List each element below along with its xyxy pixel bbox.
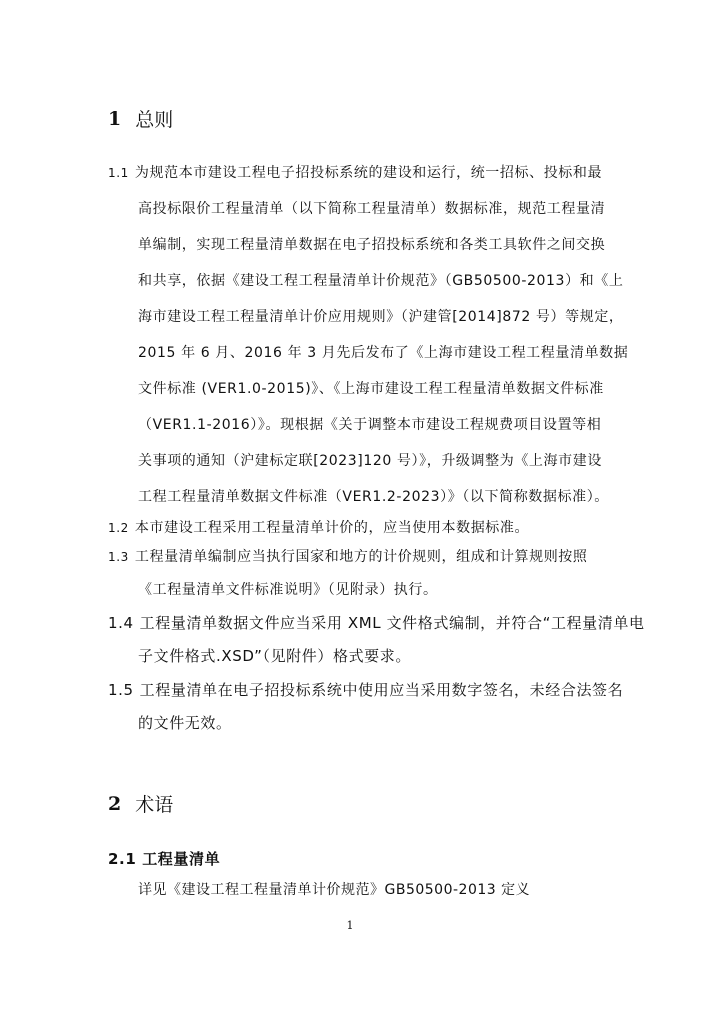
paragraph-line: 和共享，依据《建设工程工程量清单计价规范》（GB50500-2013）和《上 [138, 273, 624, 289]
paragraph-line [108, 547, 628, 580]
paragraph-1-2 [108, 518, 628, 544]
line-text: 本市建设工程采用工程量清单计价的，应当使用本数据标准。 [134, 520, 530, 536]
paragraph-line [108, 680, 628, 713]
paragraph-line: 工程工程量清单数据文件标准（VER1.2-2023）》（以下简称数据标准）。 [138, 489, 609, 505]
section-1-title: 总则 [135, 109, 174, 131]
paragraph-1-1 [108, 163, 628, 523]
section-1-number: 1 [108, 107, 122, 130]
page-number: 1 [346, 919, 354, 932]
paragraph-1-4 [108, 613, 645, 679]
clause-number: 1.3 [108, 550, 129, 564]
paragraph-line: 的文件无效。 [138, 714, 232, 732]
paragraph-line: 高投标限价工程量清单（以下简称工程量清单）数据标准，规范工程量清 [138, 201, 606, 217]
line-text: 工程量清单编制应当执行国家和地方的计价规则，组成和计算规则按照 [134, 549, 588, 565]
section-2-title: 术语 [135, 794, 174, 816]
subsection-number: 2.1 [108, 850, 137, 868]
paragraph-line: 《工程量清单文件标准说明》（见附录）执行。 [138, 582, 438, 598]
paragraph-line: 海市建设工程工程量清单计价应用规则》（沪建管[2014]872 号）等规定， [138, 309, 624, 325]
clause-number: 1.5 [108, 681, 134, 699]
paragraph-line: 文件标准 (VER1.0-2015)》、《上海市建设工程工程量清单数据文件标准 [138, 381, 604, 397]
section-1-heading [108, 105, 173, 132]
paragraph-line: 2015 年 6 月、2016 年 3 月先后发布了《上海市建设工程工程量清单数据 [138, 345, 629, 361]
subsection-2-1-heading [108, 848, 220, 869]
clause-number: 1.4 [108, 614, 134, 632]
definition-text: 详见《建设工程工程量清单计价规范》GB50500-2013 定义 [138, 882, 531, 898]
paragraph-line [108, 518, 628, 544]
line-text: 工程量清单在电子招投标系统中使用应当采用数字签名，未经合法签名 [139, 681, 624, 699]
paragraph-1-5 [108, 680, 628, 746]
clause-number: 1.2 [108, 521, 129, 535]
subsection-title: 工程量清单 [142, 850, 221, 868]
line-text: 工程量清单数据文件应当采用 XML 文件格式编制，并符合“工程量清单电 [139, 614, 645, 632]
line-text: 为规范本市建设工程电子招投标系统的建设和运行，统一招标、投标和最 [134, 165, 603, 181]
paragraph-line: 子文件格式.XSD”（见附件）格式要求。 [138, 647, 411, 665]
paragraph-line [108, 163, 628, 199]
section-2-heading [108, 790, 173, 817]
paragraph-line: 关事项的通知（沪建标定联[2023]120 号）》，升级调整为《上海市建设 [138, 453, 602, 469]
section-2-number: 2 [108, 792, 122, 815]
paragraph-line: 单编制，实现工程量清单数据在电子招投标系统和各类工具软件之间交换 [138, 237, 606, 253]
paragraph-line [108, 613, 645, 646]
clause-number: 1.1 [108, 166, 129, 180]
paragraph-line: （VER1.1-2016）》。现根据《关于调整本市建设工程规费项目设置等相 [138, 417, 602, 433]
paragraph-1-3 [108, 547, 628, 613]
